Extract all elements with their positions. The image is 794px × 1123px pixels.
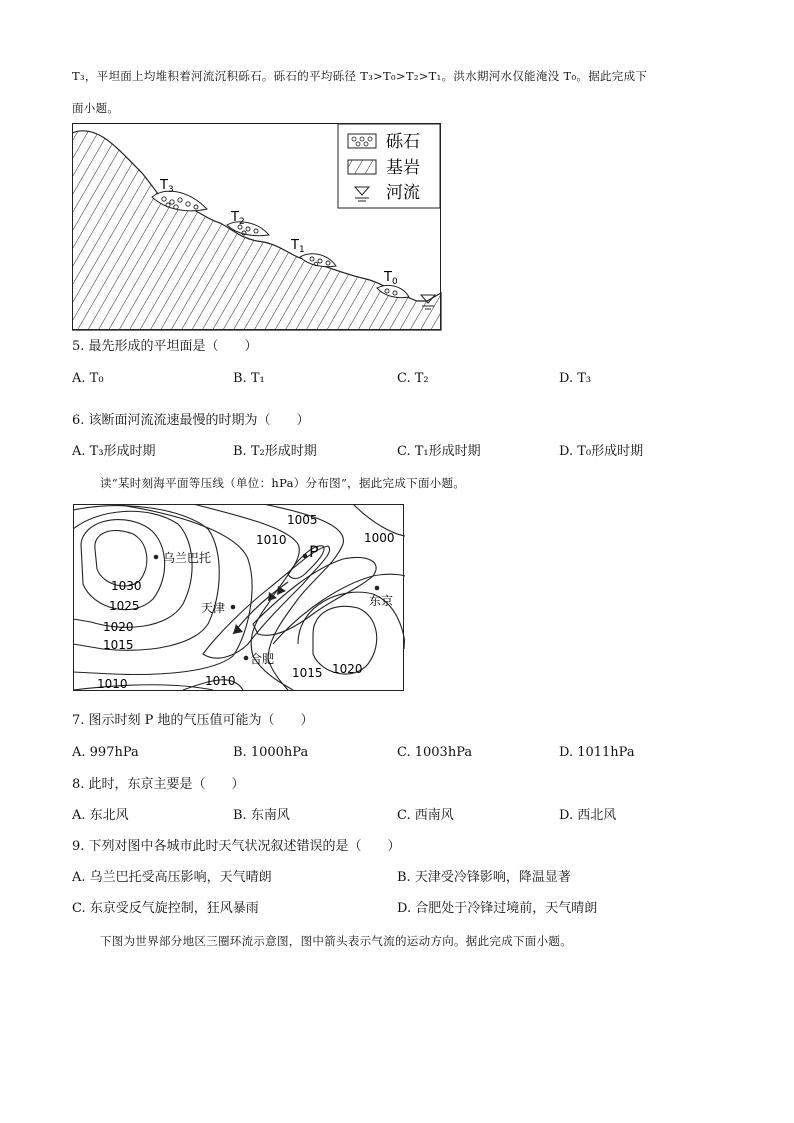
city-dot-ulaanbaatar bbox=[154, 555, 159, 560]
intro-text-1b: 面小题。 bbox=[72, 101, 120, 115]
terrace-label-t2: $T_2$ bbox=[231, 210, 245, 227]
legend-gravel: 砾石 bbox=[386, 132, 420, 152]
terrace-label-t3: $T_3$ bbox=[160, 178, 174, 195]
q6-option-a[interactable]: A. T₃形成时期 bbox=[72, 444, 156, 459]
terrace-label-t1: $T_1$ bbox=[291, 238, 305, 255]
isobar-label-1030: 1030 bbox=[111, 579, 142, 593]
q8-option-d[interactable]: D. 西北风 bbox=[559, 808, 617, 823]
isobar-label-1010-bottom: 1010 bbox=[205, 674, 236, 688]
q7-option-d[interactable]: D. 1011hPa bbox=[559, 745, 635, 760]
q5-option-c[interactable]: C. T₂ bbox=[397, 371, 429, 386]
city-label-tokyo: 东京 bbox=[369, 594, 394, 608]
q8-option-a[interactable]: A. 东北风 bbox=[72, 808, 129, 823]
q8-option-c[interactable]: C. 西南风 bbox=[397, 808, 454, 823]
q6-option-c[interactable]: C. T₁形成时期 bbox=[397, 444, 481, 459]
isobar-label-1015-bottom: 1015 bbox=[292, 666, 323, 680]
q7-option-a[interactable]: A. 997hPa bbox=[72, 745, 139, 760]
q7-stem: 7. 图示时刻 P 地的气压值可能为（ ） bbox=[72, 713, 314, 728]
terrace-figure bbox=[72, 123, 442, 331]
isobar-label-1015-left: 1015 bbox=[103, 638, 134, 652]
q9-option-a[interactable]: A. 乌兰巴托受高压影响，天气晴朗 bbox=[72, 870, 272, 885]
city-label-hefei: 合肥 bbox=[250, 652, 275, 666]
isobar-label-1010-top: 1010 bbox=[256, 533, 287, 547]
legend bbox=[338, 124, 440, 208]
city-label-tianjin: 天津 bbox=[201, 601, 226, 615]
q7-option-b[interactable]: B. 1000hPa bbox=[233, 745, 309, 760]
q5-option-b[interactable]: B. T₁ bbox=[233, 371, 265, 386]
isobar-label-1010-left: 1010 bbox=[97, 677, 128, 691]
city-dot-tokyo bbox=[375, 586, 380, 591]
q7-option-c[interactable]: C. 1003hPa bbox=[397, 745, 473, 760]
q8-option-b[interactable]: B. 东南风 bbox=[233, 808, 290, 823]
q5-stem: 5. 最先形成的平坦面是（ ） bbox=[72, 339, 258, 354]
isobar-label-1000: 1000 bbox=[364, 531, 395, 545]
q9-stem: 9. 下列对图中各城市此时天气状况叙述错误的是（ ） bbox=[72, 839, 401, 854]
legend-river: 河流 bbox=[386, 183, 420, 203]
q5-option-d[interactable]: D. T₃ bbox=[559, 371, 592, 386]
isobar-label-1025: 1025 bbox=[109, 599, 140, 613]
legend-bedrock: 基岩 bbox=[386, 158, 420, 178]
point-label-p: P bbox=[309, 542, 319, 561]
isobar-label-1020-right: 1020 bbox=[332, 662, 363, 676]
intro-text-2: 读“某时刻海平面等压线（单位：hPa）分布图”，据此完成下面小题。 bbox=[100, 476, 466, 490]
intro-text-1: T₃，平坦面上均堆积着河流沉积砾石。砾石的平均砾径 T₃>T₀>T₂>T₁。洪水期河水仅能淹没 T₀。据此完成下 bbox=[72, 69, 648, 83]
q9-option-b[interactable]: B. 天津受冷锋影响，降温显著 bbox=[397, 870, 571, 885]
city-dot-hefei bbox=[244, 656, 249, 661]
isobar-label-1005: 1005 bbox=[287, 513, 318, 527]
q5-option-a[interactable]: A. T₀ bbox=[72, 371, 104, 386]
city-label-ulaanbaatar: 乌兰巴托 bbox=[163, 551, 212, 565]
city-dot-tianjin bbox=[231, 605, 236, 610]
isobar-map bbox=[73, 504, 405, 692]
terrace-label-t0: $T_0$ bbox=[384, 270, 398, 287]
q8-stem: 8. 此时，东京主要是（ ） bbox=[72, 777, 245, 792]
q9-option-c[interactable]: C. 东京受反气旋控制，狂风暴雨 bbox=[72, 901, 259, 916]
q6-option-b[interactable]: B. T₂形成时期 bbox=[233, 444, 317, 459]
q6-option-d[interactable]: D. T₀形成时期 bbox=[559, 444, 644, 459]
q9-option-d[interactable]: D. 合肥处于冷锋过境前，天气晴朗 bbox=[397, 901, 598, 916]
isobar-label-1020-left: 1020 bbox=[103, 620, 134, 634]
point-dot-p bbox=[303, 554, 308, 559]
intro-text-3: 下图为世界部分地区三圈环流示意图，图中箭头表示气流的运动方向。据此完成下面小题。 bbox=[100, 934, 572, 948]
q6-stem: 6. 该断面河流流速最慢的时期为（ ） bbox=[72, 413, 310, 428]
